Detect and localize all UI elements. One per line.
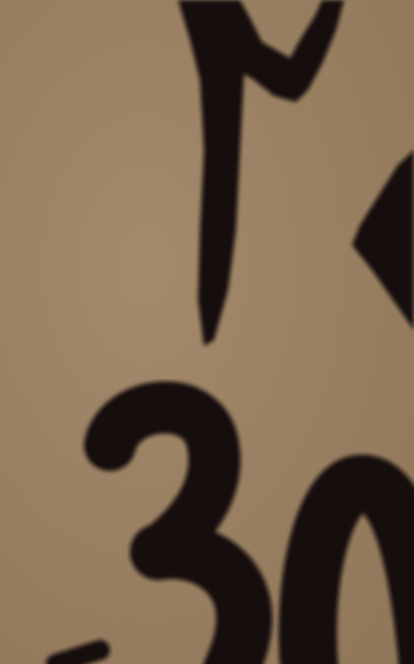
bottom-left-ink-mark <box>56 650 100 664</box>
